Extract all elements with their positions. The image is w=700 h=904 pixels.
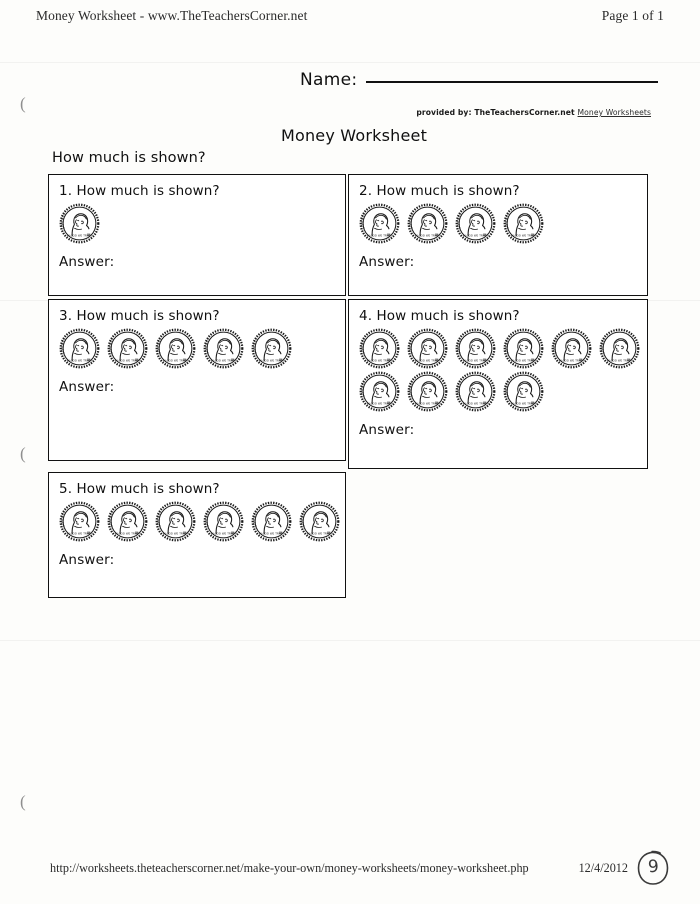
name-label: Name: xyxy=(300,70,358,90)
dime-coin-icon xyxy=(455,203,496,244)
scan-band xyxy=(0,62,700,63)
svg-text:IN GOD WE TRUST: IN GOD WE TRUST xyxy=(66,234,93,238)
svg-text:LIBERTY: LIBERTY xyxy=(60,510,68,528)
dime-coin-icon xyxy=(299,501,340,542)
coin-group xyxy=(59,203,335,244)
dime-coin-icon xyxy=(155,501,196,542)
worksheet-title: Money Worksheet xyxy=(280,126,428,145)
coin-row xyxy=(359,203,637,244)
coin-group xyxy=(359,203,637,244)
question-prompt: 1. How much is shown? xyxy=(59,183,220,199)
svg-text:IN GOD WE TRUST: IN GOD WE TRUST xyxy=(462,402,489,406)
coin-group xyxy=(359,328,637,412)
svg-text:LIBERTY: LIBERTY xyxy=(156,510,164,528)
svg-text:LIBERTY: LIBERTY xyxy=(204,337,212,355)
svg-text:LIBERTY: LIBERTY xyxy=(360,212,368,230)
svg-text:IN GOD WE TRUST: IN GOD WE TRUST xyxy=(510,234,537,238)
print-header-page: Page 1 of 1 xyxy=(601,8,664,23)
scan-band xyxy=(0,640,700,641)
coin-row xyxy=(359,328,637,369)
dime-coin-icon xyxy=(203,501,244,542)
dime-coin-icon xyxy=(359,371,400,412)
provided-by-text: provided by: TheTeachersCorner.net xyxy=(416,108,575,117)
dime-coin-icon xyxy=(407,328,448,369)
svg-text:LIBERTY: LIBERTY xyxy=(408,337,416,355)
dime-coin-icon xyxy=(455,371,496,412)
svg-text:LIBERTY: LIBERTY xyxy=(552,337,560,355)
svg-text:LIBERTY: LIBERTY xyxy=(300,510,308,528)
answer-label[interactable]: Answer: xyxy=(59,379,115,395)
svg-text:IN GOD WE TRUST: IN GOD WE TRUST xyxy=(414,402,441,406)
svg-text:IN GOD WE TRUST: IN GOD WE TRUST xyxy=(114,532,141,536)
svg-text:IN GOD WE TRUST: IN GOD WE TRUST xyxy=(258,532,285,536)
page-annotation-value: 9 xyxy=(646,856,660,878)
svg-text:LIBERTY: LIBERTY xyxy=(156,337,164,355)
coin-row xyxy=(59,203,335,244)
money-worksheets-link[interactable]: Money Worksheets xyxy=(577,108,651,117)
dime-coin-icon xyxy=(203,328,244,369)
svg-text:IN GOD WE TRUST: IN GOD WE TRUST xyxy=(114,359,141,363)
answer-label[interactable]: Answer: xyxy=(59,254,115,270)
question-prompt: 4. How much is shown? xyxy=(359,308,520,324)
dime-coin-icon xyxy=(59,328,100,369)
svg-text:LIBERTY: LIBERTY xyxy=(108,510,116,528)
coin-group xyxy=(59,501,335,542)
footer-date: 12/4/2012 xyxy=(578,860,628,875)
footer-right-group xyxy=(579,850,670,886)
dime-coin-icon xyxy=(503,203,544,244)
handwritten-page-annotation xyxy=(636,850,670,886)
dime-coin-icon xyxy=(503,328,544,369)
svg-text:IN GOD WE TRUST: IN GOD WE TRUST xyxy=(162,359,189,363)
question-prompt: 5. How much is shown? xyxy=(59,481,220,497)
svg-text:IN GOD WE TRUST: IN GOD WE TRUST xyxy=(462,359,489,363)
scan-artifact-mark: ( xyxy=(20,94,26,113)
dime-coin-icon xyxy=(551,328,592,369)
dime-coin-icon xyxy=(359,203,400,244)
svg-text:IN GOD WE TRUST: IN GOD WE TRUST xyxy=(210,532,237,536)
print-header-title: Money Worksheet - www.TheTeachersCorner.net xyxy=(36,8,308,23)
svg-text:IN GOD WE TRUST: IN GOD WE TRUST xyxy=(606,359,633,363)
svg-text:LIBERTY: LIBERTY xyxy=(360,380,368,398)
question-prompt: 3. How much is shown? xyxy=(59,308,220,324)
svg-text:LIBERTY: LIBERTY xyxy=(600,337,608,355)
dime-coin-icon xyxy=(359,328,400,369)
print-footer xyxy=(50,850,670,886)
question-box-4 xyxy=(348,299,648,469)
svg-text:IN GOD WE TRUST: IN GOD WE TRUST xyxy=(462,234,489,238)
coin-row xyxy=(59,328,335,369)
dime-coin-icon xyxy=(251,501,292,542)
svg-text:IN GOD WE TRUST: IN GOD WE TRUST xyxy=(558,359,585,363)
svg-text:LIBERTY: LIBERTY xyxy=(204,510,212,528)
svg-text:LIBERTY: LIBERTY xyxy=(252,510,260,528)
svg-text:IN GOD WE TRUST: IN GOD WE TRUST xyxy=(66,359,93,363)
answer-label[interactable]: Answer: xyxy=(359,422,415,438)
svg-text:LIBERTY: LIBERTY xyxy=(504,380,512,398)
svg-text:IN GOD WE TRUST: IN GOD WE TRUST xyxy=(306,532,333,536)
svg-text:IN GOD WE TRUST: IN GOD WE TRUST xyxy=(162,532,189,536)
scan-artifact-mark: ( xyxy=(20,792,26,811)
dime-coin-icon xyxy=(59,203,100,244)
svg-text:IN GOD WE TRUST: IN GOD WE TRUST xyxy=(510,359,537,363)
dime-coin-icon xyxy=(59,501,100,542)
scan-artifact-mark: ( xyxy=(20,444,26,463)
svg-text:LIBERTY: LIBERTY xyxy=(252,337,260,355)
svg-text:LIBERTY: LIBERTY xyxy=(60,212,68,230)
svg-text:IN GOD WE TRUST: IN GOD WE TRUST xyxy=(366,359,393,363)
question-prompt: 2. How much is shown? xyxy=(359,183,520,199)
question-box-3 xyxy=(48,299,346,461)
svg-text:LIBERTY: LIBERTY xyxy=(504,212,512,230)
svg-text:LIBERTY: LIBERTY xyxy=(456,212,464,230)
footer-url: http://worksheets.theteacherscorner.net/make-your-own/money-worksheets/money-worksheet.php xyxy=(50,860,529,875)
dime-coin-icon xyxy=(503,371,544,412)
svg-text:IN GOD WE TRUST: IN GOD WE TRUST xyxy=(414,234,441,238)
svg-text:LIBERTY: LIBERTY xyxy=(408,380,416,398)
coin-row xyxy=(59,501,335,542)
question-box-2 xyxy=(348,174,648,296)
print-header xyxy=(36,8,664,28)
svg-text:LIBERTY: LIBERTY xyxy=(60,337,68,355)
svg-text:IN GOD WE TRUST: IN GOD WE TRUST xyxy=(366,402,393,406)
answer-label[interactable]: Answer: xyxy=(359,254,415,270)
svg-text:IN GOD WE TRUST: IN GOD WE TRUST xyxy=(258,359,285,363)
dime-coin-icon xyxy=(155,328,196,369)
name-input-line[interactable] xyxy=(366,80,658,83)
question-box-1 xyxy=(48,174,346,296)
dime-coin-icon xyxy=(407,371,448,412)
worksheet-instruction: How much is shown? xyxy=(52,150,206,166)
svg-text:LIBERTY: LIBERTY xyxy=(360,337,368,355)
svg-text:IN GOD WE TRUST: IN GOD WE TRUST xyxy=(510,402,537,406)
svg-text:IN GOD WE TRUST: IN GOD WE TRUST xyxy=(414,359,441,363)
answer-label[interactable]: Answer: xyxy=(59,552,115,568)
svg-text:LIBERTY: LIBERTY xyxy=(456,337,464,355)
dime-coin-icon xyxy=(407,203,448,244)
coin-group xyxy=(59,328,335,369)
question-box-5 xyxy=(48,472,346,598)
dime-coin-icon xyxy=(107,501,148,542)
svg-text:LIBERTY: LIBERTY xyxy=(456,380,464,398)
name-field[interactable] xyxy=(300,70,658,90)
svg-text:IN GOD WE TRUST: IN GOD WE TRUST xyxy=(366,234,393,238)
dime-coin-icon xyxy=(599,328,640,369)
svg-text:LIBERTY: LIBERTY xyxy=(408,212,416,230)
svg-text:IN GOD WE TRUST: IN GOD WE TRUST xyxy=(66,532,93,536)
dime-coin-icon xyxy=(455,328,496,369)
dime-coin-icon xyxy=(107,328,148,369)
dime-coin-icon xyxy=(251,328,292,369)
svg-text:LIBERTY: LIBERTY xyxy=(504,337,512,355)
coin-row xyxy=(359,371,637,412)
provided-by-credit xyxy=(416,108,651,117)
svg-text:LIBERTY: LIBERTY xyxy=(108,337,116,355)
svg-text:IN GOD WE TRUST: IN GOD WE TRUST xyxy=(210,359,237,363)
